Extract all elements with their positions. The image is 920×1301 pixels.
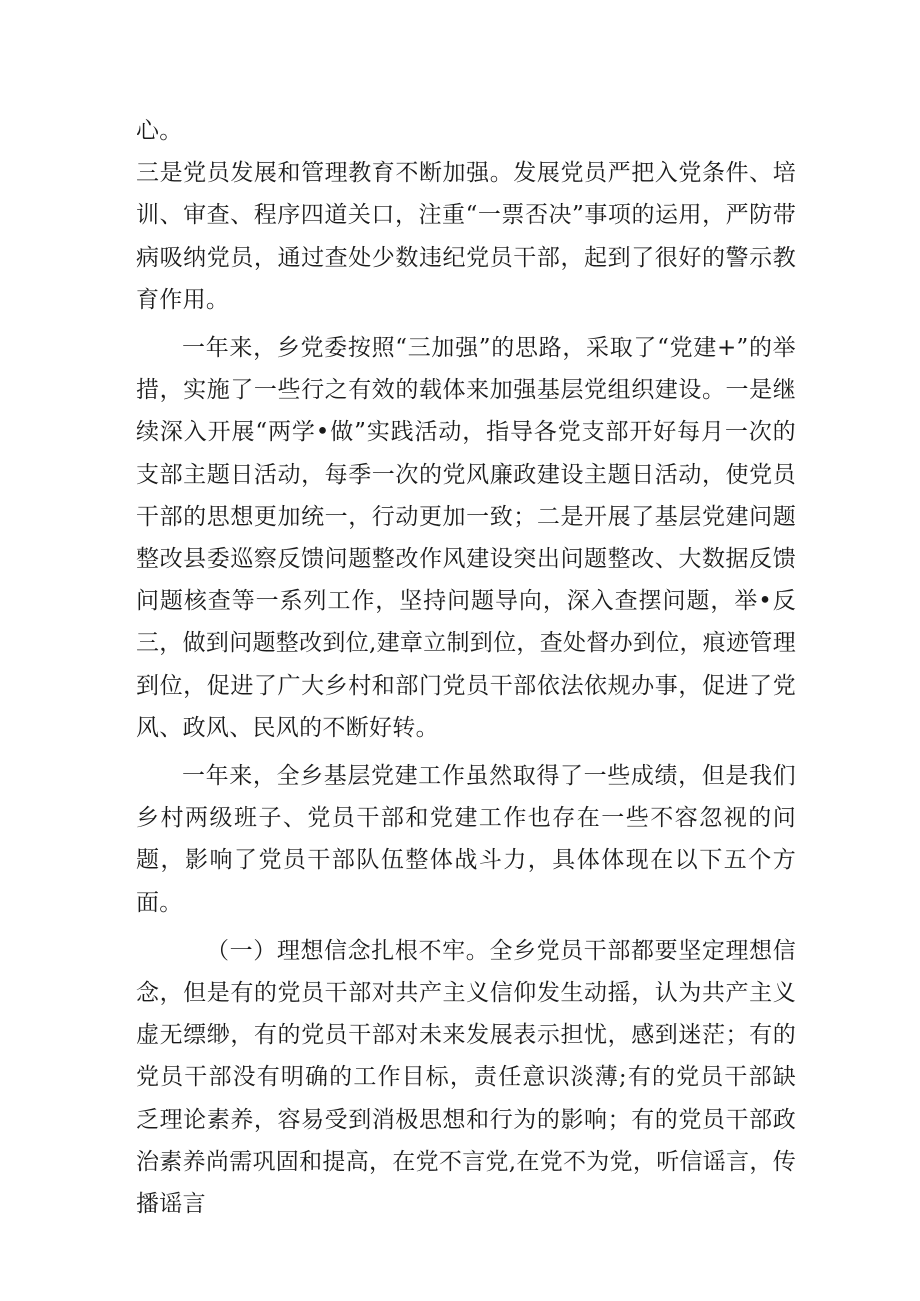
paragraph-party-building-measures: 一年来，乡党委按照“三加强”的思路，采取了“党建+”的举措，实施了一些行之有效的载体来加强基层党组织建设。一是继续深入开展“两学•做”实践活动，指导各党支部开好每月一次的支部主题日活动，每季一次的党风廉政建设主题日活动，使党员干部的思想更加统一，行动更加一致；二是开展了基层党建问题整改县委巡察反馈问题整改作风建设突出问题整改、大数据反馈问题核查等一系列工作，坚持问题导向，深入查摆问题，举•反三，做到问题整改到位,建章立制到位，查处督办到位，痕迹管理到位，促进了广大乡村和部门党员干部依法依规办事，促进了党风、政风、民风的不断好转。 [136,335,797,741]
paragraph-existing-problems: 一年来，全乡基层党建工作虽然取得了一些成绩，但是我们乡村两级班子、党员干部和党建工作也存在一些不容忽视的问题，影响了党员干部队伍整体战斗力，具体体现在以下五个方面。 [136,763,796,916]
document-body [136,110,796,1225]
paragraph-ideals-and-beliefs: （一）理想信念扎根不牢。全乡党员干部都要坚定理想信念，但是有的党员干部对共产主义信仰发生动摇，认为共产主义虚无缥缈，有的党员干部对未来发展表示担忧，感到迷茫；有的党员干部没有明确的工作目标，责任意识淡薄;有的党员干部缺乏理论素养，容易受到消极思想和行为的影响；有的党员干部政治素养尚需巩固和提高，在党不言党,在党不为党，听信谣言，传播谣言 [136,937,797,1218]
paragraph-party-member-development: 三是党员发展和管理教育不断加强。发展党员严把入党条件、培训、审查、程序四道关口，注重“一票否决”事项的运用，严防带病吸纳党员，通过查处少数违纪党员干部，起到了很好的警示教育作用。 [136,160,796,313]
paragraph-continuation: 心。 [136,118,183,144]
